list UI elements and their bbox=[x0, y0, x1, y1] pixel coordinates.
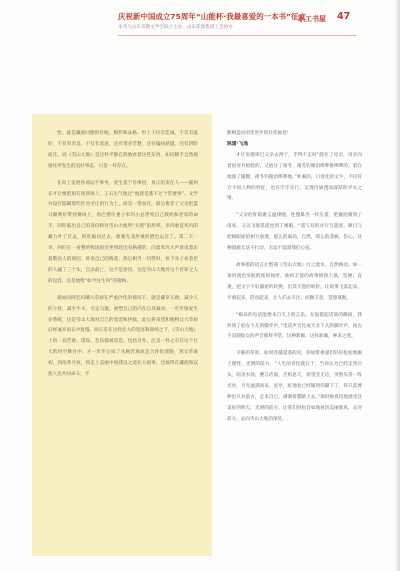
paragraph: 在向上发展各项运平事务，宽生基于肖事因，真正的责任人——副州长才让要把角钉原到州上，王石生气地过“他就是逃不过个管要事”。文学并没有隐瞒那些针对才让的行为上，而是一带而过，最后推荐了父亲把蓝马顺利好带到赛场上，角巴措住妻子米玛小总害死自己救妈和老家的命手，阿旺临出自己的身份和对雪山大地所“关照”的坦率，米玛象征死内的藏力叶了过去，阿旺脑问过去，救赛光北厚重的僧色运在了。第二天一早，阿旺在一看整的牧场的旁坐到赶出有格港的，向着米玛大声诉说着东着敬送人的原因，诉说自己的悔意，然后相当一切得时，快下身子看着里的人磕了三个头，自杀前亡。这不是惩罚，这是雪山大地对这个有罪之人的包容，这是他给“如今往生何”的接纳。 bbox=[48, 180, 198, 284]
right-column bbox=[227, 129, 362, 426]
page-number: 47 bbox=[337, 11, 351, 22]
author-byline: 陈潇·飞逸 bbox=[227, 141, 249, 147]
section-label: 职工书屋 bbox=[298, 15, 326, 23]
paragraph: 故事般的语言让整部《雪山大地》行云流水，自然畅动，如一条河流也举般跨度时间所，曲析丰富的故事情接上演，坚硬，直观，把文字不好器泥的转换，出其不意的转折，让故事飞落起来，牢重起来，活动起来，让人们去专注，而顺丰意，造想慕默。 bbox=[227, 262, 362, 301]
page-edge-shadow bbox=[394, 0, 400, 571]
header-title: 庆祝新中国成立75周年“山能杯·我最喜爱的一本书”征文 bbox=[118, 12, 307, 21]
paragraph: 性，就是藏族同胞的传统，胸怀和品格。世上干仅有佳诚，不仅有爱好，不仅有善良，不仅有恶意，还有诸多苦楚，还有偏执狭隘，还有阴险诡诈。而《雪山大地》是这样平静自然地看着这些东西，如同顺手自然地接住所发生的美好事态，只是一样存在。 bbox=[48, 131, 198, 169]
header-subtitle: 本刊与山东省散文学会联合主办，山东能源集团工会协办 bbox=[118, 25, 233, 30]
header-divider bbox=[118, 35, 356, 36]
paragraph: 才让说猥琐巴父亲去西宁，手得不走时”绕住了母亲，母亲向着因对兵险脸的，又抱住了褚冬，褚冬钓眼泪哗哗推哗哗的，着在地面了铺摄，褚冬钓眼泪哗哗地。”朴素的，口语化的文字，不仅符合不同人物的特征，也在牢牢实行，呈现出通透而深厚的平实之情。 bbox=[227, 152, 362, 202]
paragraph: 断相造出的变进步的壮伟画卷！ bbox=[227, 131, 292, 136]
paragraph: “父亲的肝箱裹言温律随，性慢暴杰一样压着，把握泥滩到了南家。又以飞驰遥遥也到了褐眼。“遥与双的并行与遗迹，顺目与把褐眼面的相互垂透，那么的离劫，自然，那么的悲痛，伤心，这种澄澈无法不打动，无法不湿润那们心弦。 bbox=[227, 213, 362, 252]
paragraph: “梅朵的电话能像来自天上的言乐，在报摸起话简的瞬间，我听到了仙女下凡的脚步声。”电话声音化成天女下凡的脚步声，而古不是卸仙女的声音那样平常，这种新颖、这样准确，神来之笔。 bbox=[227, 312, 362, 340]
left-column bbox=[48, 129, 198, 381]
paragraph: 就如同阿尼玛卿大草原在严重沙化的情况下，就是藏草互救，减少人的干扰，减少牛羊，引走马群，重塑自己的内在自身凝动，一步步恢复生存系统，这是雪山大地对自己的宽容和拯救。此后将来营和植物让大草原后经诚并雨在中复慢。而正是在这样宏大的宽容和接纳之下，《雪山大地》上的一切苦难、错误、悲伤都被改造，包括另外，沦美一样之有在这个巨大的时空舞台中，才一步步完成了从桐苦离放走合作化建路，到文草嘉初，到改革开放，到走上美丽中国建设之道在大叙事。也演得在藏族和汉族人民共同命斗，不 bbox=[48, 295, 198, 378]
paragraph: 辛静的草原，如同穿越遥遥的河，你如带重量们轻轻松松地踢土理性，光明的前方，“人生的奇怪就在于，当你认为已经走到尽头，喧清水扬，叠言话面，否则思天，希望会无边，突然头常一阵光亮，月光流满而来，星亭，虹地复已经铺到你脚下了，你只需要伸出只对前方，走本自己，满满希腊路上去。”那时候真切地感受这美好的明天，光明的前方，让我们轻松自如地看清美丽新风，去对前方，去向雪山大地的深处。 bbox=[227, 351, 362, 422]
